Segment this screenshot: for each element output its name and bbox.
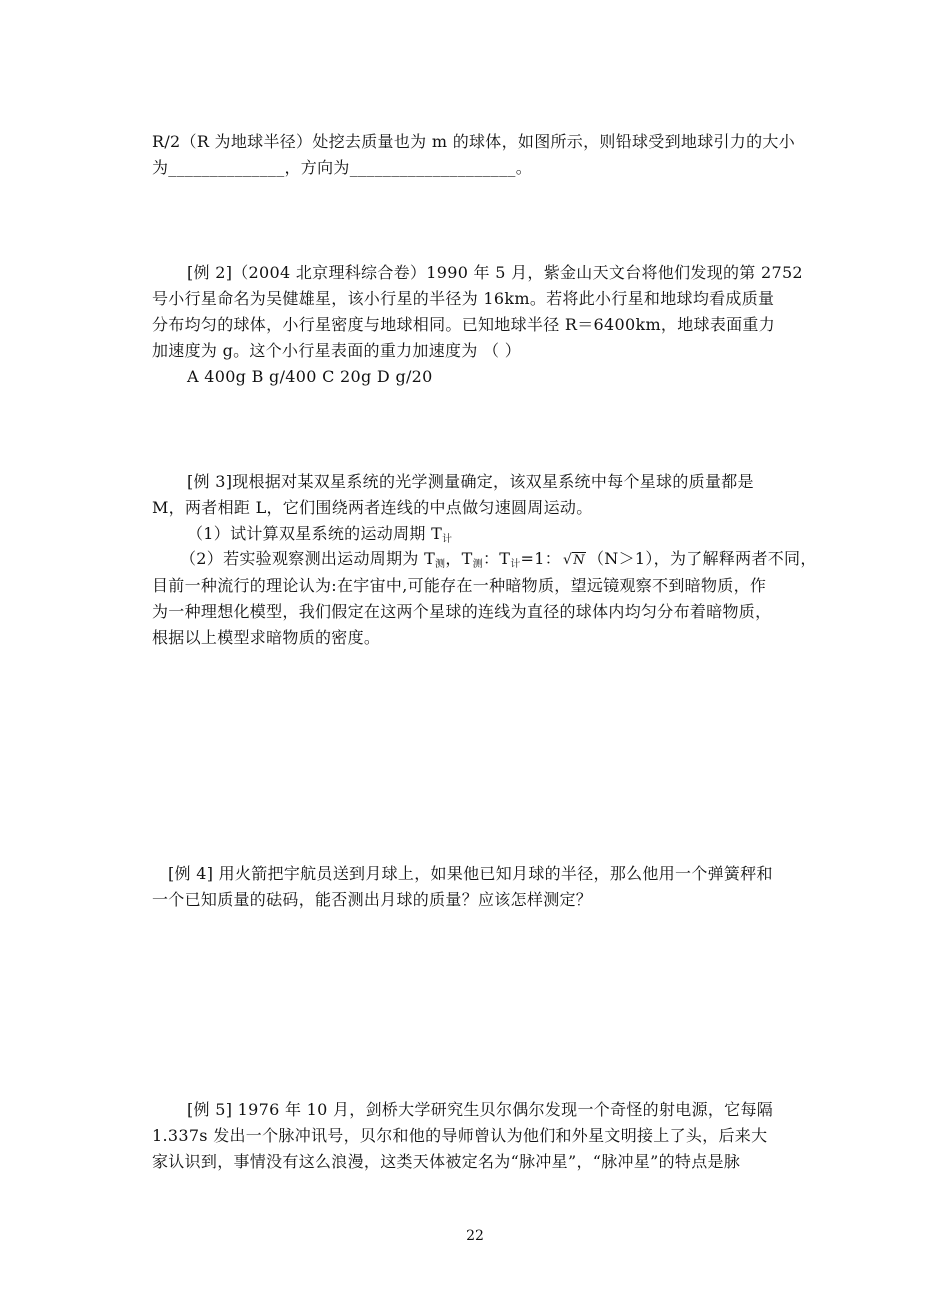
text-segment: （N＞1），为了解释两者不同，: [587, 549, 817, 568]
paragraph1-line2: 为______________，方向为____________________。: [152, 158, 532, 177]
subscript: 测: [435, 559, 446, 570]
example3-question1: [187, 524, 452, 550]
text-segment: ：T: [482, 549, 511, 568]
example3-question2: [180, 549, 817, 575]
example3-question1-text: （1）试计算双星系统的运动周期 T: [187, 524, 443, 543]
sqrt-symbol: √N: [563, 552, 585, 568]
example2-line2: 号小行星命名为吴健雄星，该小行星的半径为 16km。若将此小行星和地球均看成质量: [152, 289, 775, 308]
example5-line1: [例 5] 1976 年 10 月，剑桥大学研究生贝尔偶尔发现一个奇怪的射电源，它每隔: [187, 1100, 774, 1119]
example2-line4: 加速度为 g。这个小行星表面的重力加速度为 （ ）: [152, 341, 522, 360]
example5-line2: 1.337s 发出一个脉冲讯号，贝尔和他的导师曾认为他们和外星文明接上了头，后来大: [152, 1126, 768, 1145]
example3-line7: 根据以上模型求暗物质的密度。: [152, 628, 381, 647]
subscript: 测: [472, 559, 483, 570]
sqrt-radicand: N: [573, 553, 585, 568]
example2-options: A 400g B g/400 C 20g D g/20: [187, 367, 433, 386]
example4-line1: [例 4] 用火箭把宇航员送到月球上，如果他已知月球的半径，那么他用一个弹簧秤和: [168, 864, 773, 883]
subscript: 计: [442, 534, 453, 545]
example4-line2: 一个已知质量的砝码，能否测出月球的质量？应该怎样测定？: [152, 890, 593, 909]
example3-line5: 目前一种流行的理论认为:在宇宙中,可能存在一种暗物质，望远镜观察不到暗物质，作: [152, 576, 767, 595]
example3-line2: M，两者相距 L，它们围绕两者连线的中点做匀速圆周运动。: [152, 498, 593, 517]
text-segment: ，T: [445, 549, 473, 568]
text-segment: （2）若实验观察测出运动周期为 T: [180, 549, 436, 568]
example2-line1: [例 2]（2004 北京理科综合卷）1990 年 5 月，紫金山天文台将他们发现的第 2752: [187, 263, 803, 282]
paragraph1-line1: R/2（R 为地球半径）处挖去质量也为 m 的球体，如图所示，则铅球受到地球引力的大小: [152, 132, 795, 151]
example3-line6: 为一种理想化模型，我们假定在这两个星球的连线为直径的球体内均匀分布着暗物质，: [152, 602, 772, 621]
example5-line3: 家认识到，事情没有这么浪漫，这类天体被定名为“脉冲星”，“脉冲星”的特点是脉: [152, 1152, 741, 1171]
subscript: 计: [510, 559, 521, 570]
example3-line1: [例 3]现根据对某双星系统的光学测量确定，该双星系统中每个星球的质量都是: [187, 472, 754, 491]
text-segment: =1：: [520, 549, 562, 568]
example2-line3: 分布均匀的球体，小行星密度与地球相同。已知地球半径 R＝6400km，地球表面重力: [152, 315, 776, 334]
page-number: 22: [466, 1228, 484, 1244]
